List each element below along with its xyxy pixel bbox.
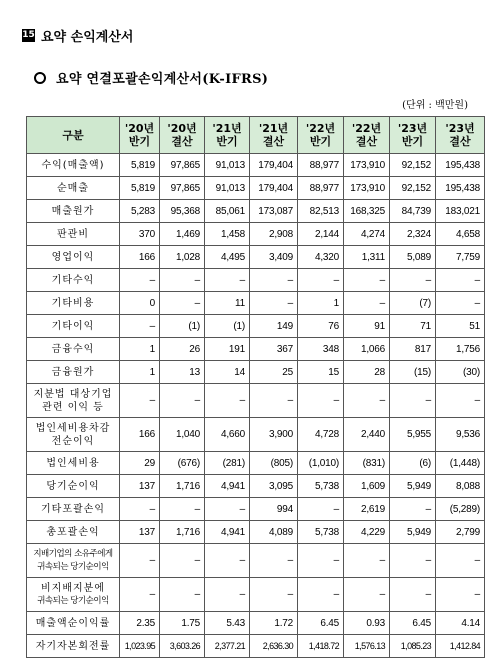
column-header xyxy=(436,117,485,154)
table-row xyxy=(27,544,485,578)
table-cell: 5.43 xyxy=(205,612,250,635)
table-cell: 2,799 xyxy=(436,521,485,544)
table-cell: – xyxy=(250,269,298,292)
table-cell: – xyxy=(344,384,390,418)
table-cell: 1,458 xyxy=(205,223,250,246)
table-cell: – xyxy=(120,498,160,521)
table-cell: 2,619 xyxy=(344,498,390,521)
table-cell: 2.35 xyxy=(120,612,160,635)
table-cell: 4.14 xyxy=(436,612,485,635)
table-cell: 6.45 xyxy=(298,612,344,635)
table-cell: – xyxy=(160,544,205,578)
table-cell: 3,095 xyxy=(250,475,298,498)
column-header xyxy=(250,117,298,154)
table-cell: – xyxy=(120,544,160,578)
table-cell: – xyxy=(250,384,298,418)
table-row xyxy=(27,498,485,521)
table-cell: 4,495 xyxy=(205,246,250,269)
table-cell: 88,977 xyxy=(298,177,344,200)
row-label-line: 영업이익 xyxy=(51,251,95,263)
table-cell: 173,087 xyxy=(250,200,298,223)
row-label xyxy=(27,361,120,384)
table-cell: 1,716 xyxy=(160,521,205,544)
table-cell: 1,716 xyxy=(160,475,205,498)
table-cell: 166 xyxy=(120,246,160,269)
row-label-line: 판관비 xyxy=(57,228,89,240)
table-cell: 5,949 xyxy=(390,521,436,544)
column-header-year: '21년 xyxy=(258,122,289,135)
column-header xyxy=(205,117,250,154)
row-label-line: 순매출 xyxy=(57,182,89,194)
table-cell: – xyxy=(436,269,485,292)
column-header-period: 반기 xyxy=(128,135,151,148)
row-label-line: 당기순이익 xyxy=(46,480,100,492)
row-label xyxy=(27,338,120,361)
table-cell: – xyxy=(298,384,344,418)
table-cell: 3,409 xyxy=(250,246,298,269)
table-cell: – xyxy=(120,578,160,612)
table-cell: 1,412.84 xyxy=(436,635,485,658)
table-cell: 137 xyxy=(120,521,160,544)
table-cell: 91,013 xyxy=(205,177,250,200)
table-cell: 4,660 xyxy=(205,418,250,452)
table-row xyxy=(27,315,485,338)
table-cell: 191 xyxy=(205,338,250,361)
table-cell: 817 xyxy=(390,338,436,361)
income-statement-table xyxy=(26,116,485,658)
table-cell: 25 xyxy=(250,361,298,384)
table-cell: 97,865 xyxy=(160,177,205,200)
table-cell: (281) xyxy=(205,452,250,475)
section-title: 요약 손익계산서 xyxy=(41,30,134,45)
row-label xyxy=(27,269,120,292)
table-cell: 71 xyxy=(390,315,436,338)
table-cell: 1.72 xyxy=(250,612,298,635)
column-header xyxy=(390,117,436,154)
table-row xyxy=(27,418,485,452)
table-cell: 1,609 xyxy=(344,475,390,498)
table-cell: 5,283 xyxy=(120,200,160,223)
row-label xyxy=(27,521,120,544)
column-header-year: '20년 xyxy=(167,122,197,135)
table-cell: – xyxy=(160,384,205,418)
table-cell: – xyxy=(436,384,485,418)
table-cell: 195,438 xyxy=(436,154,485,177)
table-cell: – xyxy=(160,269,205,292)
table-cell: 14 xyxy=(205,361,250,384)
table-cell: 9,536 xyxy=(436,418,485,452)
table-cell: 179,404 xyxy=(250,154,298,177)
subsection-title: 요약 연결포괄손익계산서(K-IFRS) xyxy=(56,72,269,87)
table-cell: 4,728 xyxy=(298,418,344,452)
table-cell: 95,368 xyxy=(160,200,205,223)
table-cell: 4,941 xyxy=(205,521,250,544)
table-row xyxy=(27,361,485,384)
table-row xyxy=(27,177,485,200)
subsection-header xyxy=(34,68,268,87)
row-label-line: 금융수익 xyxy=(51,343,95,355)
table-cell: 1 xyxy=(120,361,160,384)
table-cell: 4,274 xyxy=(344,223,390,246)
table-cell: (805) xyxy=(250,452,298,475)
table-cell: 5,819 xyxy=(120,177,160,200)
row-label-line: 매출원가 xyxy=(51,205,95,217)
column-header xyxy=(160,117,205,154)
row-label xyxy=(27,384,120,418)
table-cell: – xyxy=(160,578,205,612)
column-header-year: '22년 xyxy=(351,122,382,135)
row-label-line: 관련 이익 등 xyxy=(42,401,104,413)
table-row xyxy=(27,475,485,498)
unit-note: (단위 : 백만원) xyxy=(402,100,468,111)
section-number-badge: 15 xyxy=(22,30,35,40)
column-header-year: '22년 xyxy=(305,122,336,135)
table-cell: 13 xyxy=(160,361,205,384)
table-cell: 0.93 xyxy=(344,612,390,635)
row-label xyxy=(27,223,120,246)
table-cell: 367 xyxy=(250,338,298,361)
table-body xyxy=(27,154,485,658)
table-cell: 4,658 xyxy=(436,223,485,246)
column-header-year: '20년 xyxy=(124,122,155,135)
table-cell: 5,738 xyxy=(298,475,344,498)
table-cell: (30) xyxy=(436,361,485,384)
table-cell: 92,152 xyxy=(390,177,436,200)
table-cell: (7) xyxy=(390,292,436,315)
table-cell: – xyxy=(205,269,250,292)
table-cell: 149 xyxy=(250,315,298,338)
row-label xyxy=(27,246,120,269)
table-cell: – xyxy=(344,544,390,578)
table-cell: 173,910 xyxy=(344,177,390,200)
row-label xyxy=(27,200,120,223)
table-cell: 8,088 xyxy=(436,475,485,498)
row-label-line: 귀속되는 당기순이익 xyxy=(37,561,109,572)
table-cell: 1,023.95 xyxy=(120,635,160,658)
table-cell: – xyxy=(390,384,436,418)
table-cell: – xyxy=(298,498,344,521)
table-row xyxy=(27,292,485,315)
table-cell: – xyxy=(160,498,205,521)
table-cell: (15) xyxy=(390,361,436,384)
table-cell: – xyxy=(205,544,250,578)
table-cell: 51 xyxy=(436,315,485,338)
table-row xyxy=(27,612,485,635)
table-cell: 370 xyxy=(120,223,160,246)
row-label-line: 지배기업의 소유주에게 xyxy=(33,548,113,559)
table-cell: – xyxy=(120,269,160,292)
row-label xyxy=(27,292,120,315)
row-label-line: 법인세비용차감 xyxy=(35,422,111,434)
table-cell: 1,418.72 xyxy=(298,635,344,658)
table-cell: 5,738 xyxy=(298,521,344,544)
column-header-period: 반기 xyxy=(309,135,332,148)
table-row xyxy=(27,452,485,475)
table-cell: (1,448) xyxy=(436,452,485,475)
table-cell: – xyxy=(344,578,390,612)
table-cell: 4,941 xyxy=(205,475,250,498)
table-cell: – xyxy=(205,498,250,521)
table-row xyxy=(27,578,485,612)
table-cell: 5,955 xyxy=(390,418,436,452)
table-cell: 5,089 xyxy=(390,246,436,269)
table-cell: 2,324 xyxy=(390,223,436,246)
row-label-line: 비지배지분에 xyxy=(41,582,105,594)
table-cell: 137 xyxy=(120,475,160,498)
table-cell: 2,636.30 xyxy=(250,635,298,658)
table-cell: 4,089 xyxy=(250,521,298,544)
row-label xyxy=(27,154,120,177)
table-cell: (1) xyxy=(205,315,250,338)
column-header-year: '23년 xyxy=(397,122,428,135)
table-row xyxy=(27,635,485,658)
table-row xyxy=(27,200,485,223)
table-cell: 7,759 xyxy=(436,246,485,269)
table-cell: 183,021 xyxy=(436,200,485,223)
table-cell: 29 xyxy=(120,452,160,475)
row-label xyxy=(27,418,120,452)
table-row xyxy=(27,223,485,246)
table-cell: (1,010) xyxy=(298,452,344,475)
table-cell: 91,013 xyxy=(205,154,250,177)
table-row xyxy=(27,384,485,418)
table-cell: – xyxy=(205,384,250,418)
row-label xyxy=(27,544,120,578)
table-cell: 15 xyxy=(298,361,344,384)
table-cell: – xyxy=(390,498,436,521)
table-cell: 28 xyxy=(344,361,390,384)
label-column-header: 구분 xyxy=(27,117,120,154)
table-cell: – xyxy=(250,578,298,612)
table-cell: 1 xyxy=(298,292,344,315)
table-cell: 3,603.26 xyxy=(160,635,205,658)
column-header-year: '23년 xyxy=(445,122,475,135)
row-label-line: 금융원가 xyxy=(51,366,95,378)
row-label-line: 매출액순이익률 xyxy=(35,617,111,629)
table-cell: 1,756 xyxy=(436,338,485,361)
table-cell: 76 xyxy=(298,315,344,338)
table-row xyxy=(27,269,485,292)
row-label-line: 수익(매출액) xyxy=(41,159,105,171)
table-cell: 4,229 xyxy=(344,521,390,544)
row-label-line: 전순이익 xyxy=(51,435,95,447)
table-cell: 1,085.23 xyxy=(390,635,436,658)
table-cell: 97,865 xyxy=(160,154,205,177)
table-cell: – xyxy=(120,384,160,418)
section-header xyxy=(22,26,133,45)
column-header-year: '21년 xyxy=(212,122,242,135)
row-label-line: 총포괄손익 xyxy=(46,526,100,538)
table-cell: – xyxy=(390,578,436,612)
table-cell: (831) xyxy=(344,452,390,475)
row-label-line: 기타수익 xyxy=(51,274,95,286)
row-label xyxy=(27,315,120,338)
row-label-line: 지분법 대상기업 xyxy=(33,388,113,400)
column-header-period: 반기 xyxy=(401,135,424,148)
row-label xyxy=(27,612,120,635)
table-cell: – xyxy=(250,544,298,578)
table-cell: 92,152 xyxy=(390,154,436,177)
table-cell: 2,440 xyxy=(344,418,390,452)
table-cell: 85,061 xyxy=(205,200,250,223)
column-header xyxy=(298,117,344,154)
column-header xyxy=(344,117,390,154)
table-cell: 3,900 xyxy=(250,418,298,452)
row-label xyxy=(27,452,120,475)
table-cell: 1,028 xyxy=(160,246,205,269)
column-header-period: 반기 xyxy=(216,135,238,148)
table-cell: 91 xyxy=(344,315,390,338)
table-row xyxy=(27,246,485,269)
table-cell: 2,908 xyxy=(250,223,298,246)
table-cell: – xyxy=(436,292,485,315)
table-cell: 1 xyxy=(120,338,160,361)
table-cell: 26 xyxy=(160,338,205,361)
table-cell: – xyxy=(120,315,160,338)
table-cell: 168,325 xyxy=(344,200,390,223)
table-cell: – xyxy=(436,544,485,578)
table-cell: – xyxy=(160,292,205,315)
row-label-line: 기타이익 xyxy=(51,320,95,332)
table-cell: 4,320 xyxy=(298,246,344,269)
table-cell: – xyxy=(344,269,390,292)
table-header-row xyxy=(27,117,485,154)
table-cell: 166 xyxy=(120,418,160,452)
column-header-period: 결산 xyxy=(449,135,471,148)
table-cell: – xyxy=(344,292,390,315)
table-cell: 82,513 xyxy=(298,200,344,223)
row-label-line: 기타비용 xyxy=(51,297,95,309)
column-header-period: 결산 xyxy=(262,135,285,148)
table-cell: – xyxy=(298,544,344,578)
row-label xyxy=(27,578,120,612)
row-label xyxy=(27,475,120,498)
table-cell: (6) xyxy=(390,452,436,475)
table-cell: 84,739 xyxy=(390,200,436,223)
table-cell: 11 xyxy=(205,292,250,315)
table-cell: 0 xyxy=(120,292,160,315)
column-header-period: 결산 xyxy=(355,135,378,148)
table-cell: 195,438 xyxy=(436,177,485,200)
table-cell: 88,977 xyxy=(298,154,344,177)
table-row xyxy=(27,338,485,361)
table-cell: – xyxy=(436,578,485,612)
table-cell: 5,949 xyxy=(390,475,436,498)
circle-bullet-icon xyxy=(34,72,46,84)
table-cell: 348 xyxy=(298,338,344,361)
table-cell: – xyxy=(390,269,436,292)
table-cell: 1.75 xyxy=(160,612,205,635)
column-header-period: 결산 xyxy=(171,135,193,148)
table-cell: 994 xyxy=(250,498,298,521)
table-cell: – xyxy=(390,544,436,578)
table-cell: 173,910 xyxy=(344,154,390,177)
table-cell: 1,311 xyxy=(344,246,390,269)
table-cell: 1,469 xyxy=(160,223,205,246)
row-label xyxy=(27,177,120,200)
table-cell: (1) xyxy=(160,315,205,338)
row-label-line: 귀속되는 당기순이익 xyxy=(37,595,109,606)
row-label xyxy=(27,498,120,521)
column-header xyxy=(120,117,160,154)
row-label-line: 자기자본회전률 xyxy=(35,640,111,652)
table-cell: 1,066 xyxy=(344,338,390,361)
table-cell: (5,289) xyxy=(436,498,485,521)
row-label xyxy=(27,635,120,658)
row-label-line: 기타포괄손익 xyxy=(41,503,105,515)
table-cell: – xyxy=(250,292,298,315)
table-cell: 6.45 xyxy=(390,612,436,635)
table-cell: 2,144 xyxy=(298,223,344,246)
table-cell: – xyxy=(298,578,344,612)
table-cell: 2,377.21 xyxy=(205,635,250,658)
table-cell: – xyxy=(298,269,344,292)
row-label-line: 법인세비용 xyxy=(46,457,100,469)
table-cell: 1,576.13 xyxy=(344,635,390,658)
table-cell: 1,040 xyxy=(160,418,205,452)
table-cell: (676) xyxy=(160,452,205,475)
table-row xyxy=(27,154,485,177)
table-cell: 5,819 xyxy=(120,154,160,177)
table-cell: – xyxy=(205,578,250,612)
table-cell: 179,404 xyxy=(250,177,298,200)
table-row xyxy=(27,521,485,544)
